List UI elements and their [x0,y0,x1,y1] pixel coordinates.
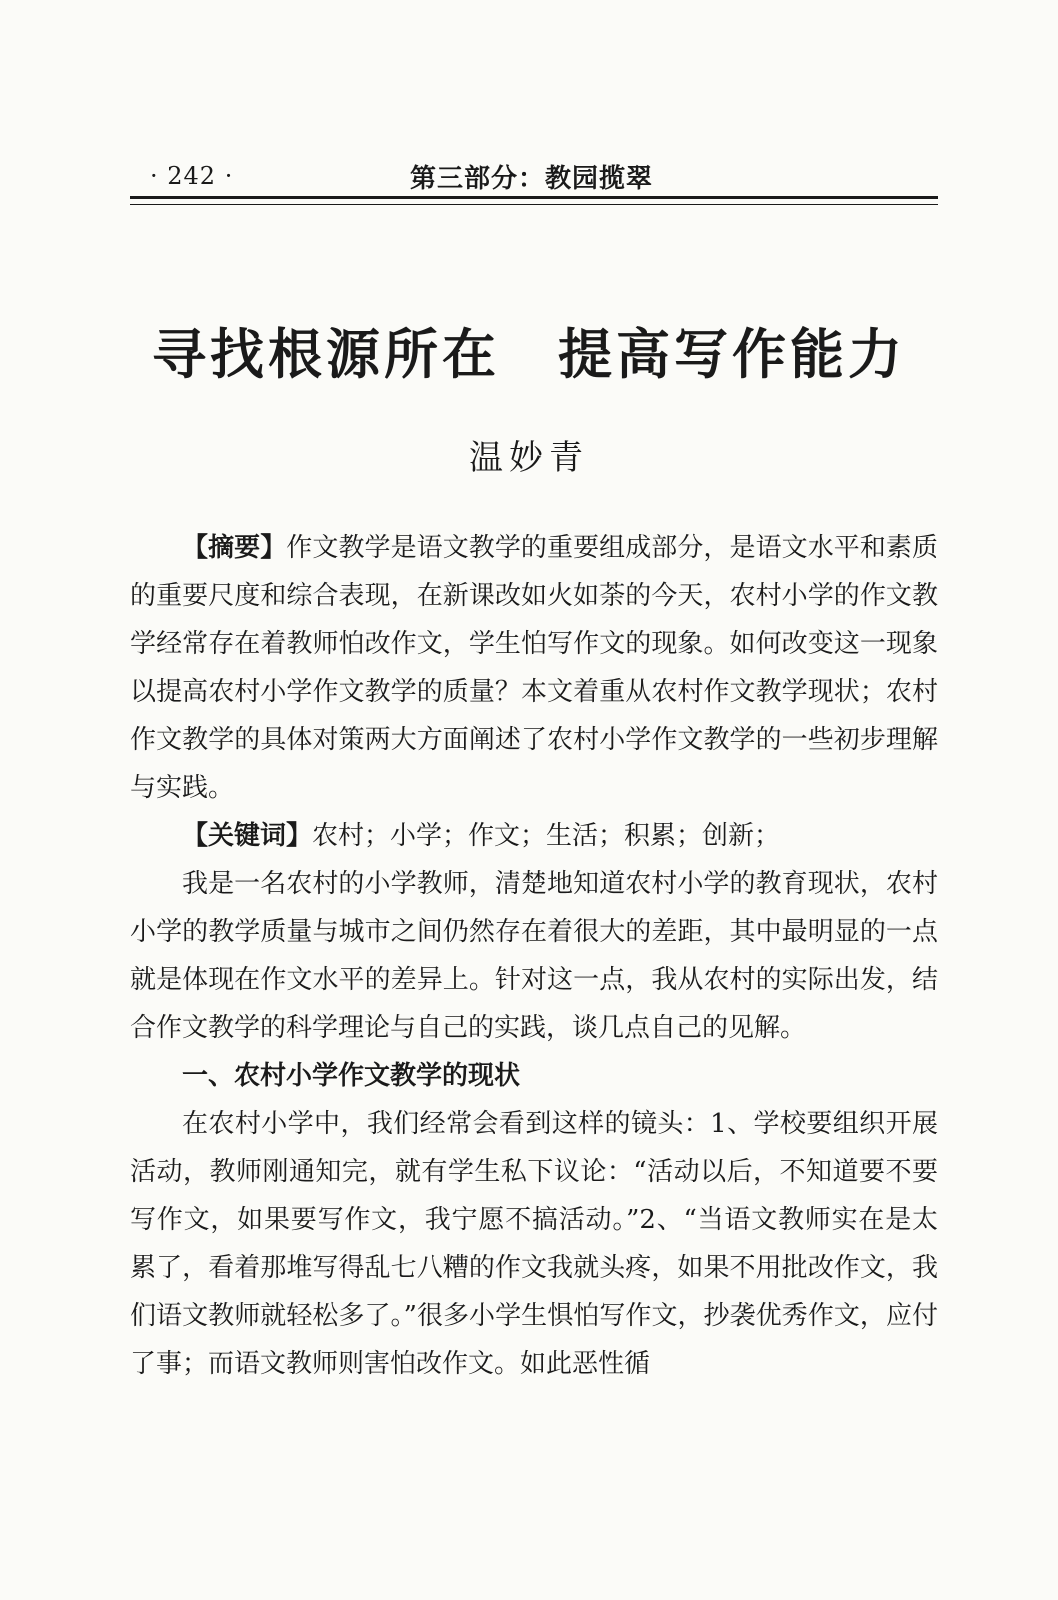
article-author: 温妙青 [469,438,589,478]
abstract-label: 【摘要】 [182,533,287,563]
body-paragraph-2: 在农村小学中，我们经常会看到这样的镜头：1、学校要组织开展活动，教师刚通知完，就有学生私下议论：“活动以后，不知道要不要写作文，如果要写作文，我宁愿不搞活动。”2、“当语文教师实在是太累了，看着那堆写得乱七八糟的作文我就头疼，如果不用批改作文，我们语文教师就轻松多了。”很多小学生惧怕写作文，抄袭优秀作文，应付了事；而语文教师则害怕改作文。如此恶性循 [130,1109,938,1379]
running-head: 第三部分：教园揽翠 [410,164,654,194]
body-paragraph-1: 我是一名农村的小学教师，清楚地知道农村小学的教育现状，农村小学的教学质量与城市之间仍然存在着很大的差距，其中最明显的一点就是体现在作文水平的差异上。针对这一点，我从农村的实际出发，结合作文教学的科学理论与自己的实践，谈几点自己的见解。 [130,869,938,1043]
header-rule-thin [130,204,938,205]
page-number: · 242 · [150,162,234,190]
keywords-label: 【关键词】 [182,821,313,851]
abstract-paragraph [130,524,938,812]
article-title: 寻找根源所在 提高写作能力 [152,322,906,386]
page-header [130,158,938,198]
keywords-paragraph [130,812,938,860]
article-body [130,524,938,1388]
keywords-text: 农村；小学；作文；生活；积累；创新； [312,821,781,851]
abstract-text: 作文教学是语文教学的重要组成部分，是语文水平和素质的重要尺度和综合表现，在新课改如火如荼的今天，农村小学的作文教学经常存在着教师怕改作文，学生怕写作文的现象。如何改变这一现象以提高农村小学作文教学的质量？本文着重从农村作文教学现状；农村作文教学的具体对策两大方面阐述了农村小学作文教学的一些初步理解与实践。 [130,533,938,803]
section-heading-1: 一、农村小学作文教学的现状 [182,1061,521,1091]
header-rule-thick [130,196,938,199]
